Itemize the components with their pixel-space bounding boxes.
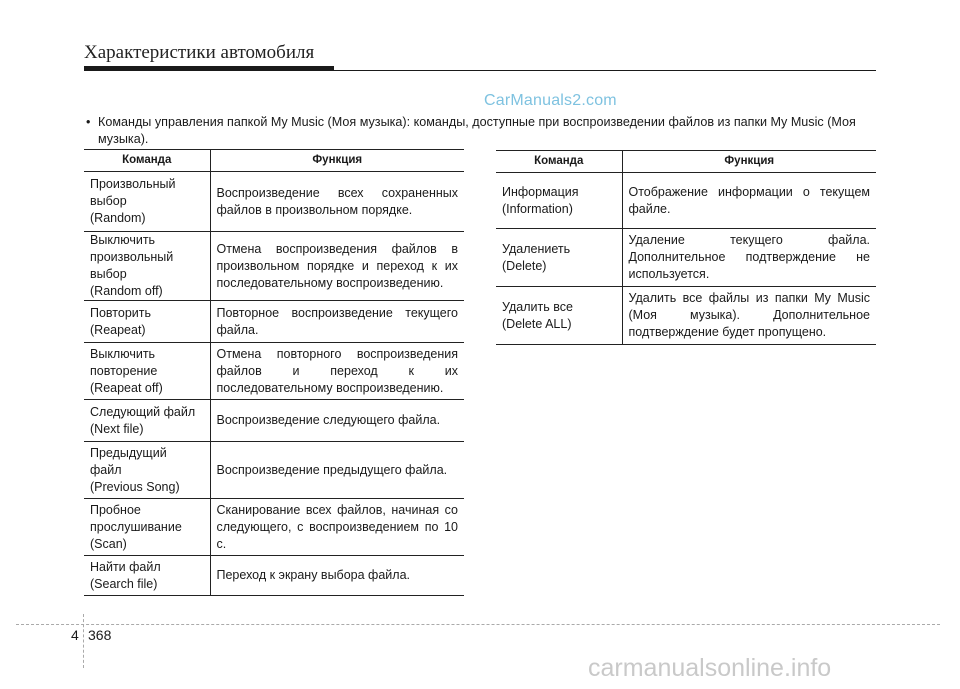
column-header-function: Функция xyxy=(210,150,464,172)
table-row xyxy=(84,499,464,556)
column-header-command: Команда xyxy=(84,150,210,172)
command-cell: Повторить (Reapeat) xyxy=(90,305,152,337)
column-header-function: Функция xyxy=(622,151,876,173)
table-row xyxy=(84,400,464,442)
function-cell: Отображение информации о текущем файле. xyxy=(622,173,876,229)
command-cell: Выключить повторение (Reapeat off) xyxy=(90,346,163,395)
bullet-marker: • xyxy=(86,115,91,129)
header-rule-thin xyxy=(334,70,876,71)
table-row xyxy=(84,301,464,343)
table-row xyxy=(84,556,464,596)
command-cell: Произвольный выбор (Random) xyxy=(90,177,176,225)
table-row xyxy=(84,442,464,499)
command-cell: Выключить произвольный выбор (Random off) xyxy=(90,233,174,298)
bullet-text: Команды управления папкой My Music (Моя музыка): команды, доступные при воспроизведении файлов из папки My Music (Моя музыка). xyxy=(98,115,856,146)
header-rule-thick xyxy=(84,66,334,71)
footer-dashed-rule xyxy=(16,624,940,625)
function-cell: Воспроизведение всех сохраненных файлов в произвольном порядке. xyxy=(210,172,464,232)
command-cell: Пробное прослушивание (Scan) xyxy=(90,502,182,551)
table-row xyxy=(496,287,876,345)
table-header-row xyxy=(84,150,464,172)
table-header-row xyxy=(496,151,876,173)
commands-table-left xyxy=(84,149,464,596)
commands-table-right xyxy=(496,150,876,345)
command-cell: Найти файл (Search file) xyxy=(90,559,161,591)
page-header-title: Характеристики автомобиля xyxy=(84,42,315,63)
command-cell: Предыдущий файл (Previous Song) xyxy=(90,445,180,494)
command-cell: Следующий файл (Next file) xyxy=(90,404,196,436)
footer-vertical-dash xyxy=(83,614,84,668)
command-cell: Информация (Information) xyxy=(502,184,579,216)
table-row xyxy=(84,232,464,301)
page-number: 368 xyxy=(88,627,112,643)
function-cell: Отмена повторного воспроизведения файлов и переход к их последовательному воспроизведению. xyxy=(210,343,464,400)
command-cell: Удалениеть (Delete) xyxy=(502,241,571,273)
command-cell: Удалить все (Delete ALL) xyxy=(502,299,573,331)
function-cell: Повторное воспроизведение текущего файла. xyxy=(210,301,464,343)
table-row xyxy=(84,172,464,232)
table-row xyxy=(496,229,876,287)
chapter-number: 4 xyxy=(71,627,79,643)
table-row xyxy=(496,173,876,229)
function-cell: Переход к экрану выбора файла. xyxy=(210,556,464,596)
function-cell: Удалить все файлы из папки My Music (Моя музыка). Дополнительное подтверждение будет пропущено. xyxy=(622,287,876,345)
function-cell: Воспроизведение следующего файла. xyxy=(210,400,464,442)
column-header-command: Команда xyxy=(496,151,622,173)
function-cell: Сканирование всех файлов, начиная со следующего, с воспроизведением по 10 с. xyxy=(210,499,464,556)
function-cell: Удаление текущего файла. Дополнительное подтверждение не используется. xyxy=(622,229,876,287)
table-row xyxy=(84,343,464,400)
function-cell: Отмена воспроизведения файлов в произвольном порядке и переход к их последовательному воспроизведению. xyxy=(210,232,464,301)
watermark-bottom: carmanualsonline.info xyxy=(588,654,832,682)
watermark-top: CarManuals2.com xyxy=(484,92,617,109)
function-cell: Воспроизведение предыдущего файла. xyxy=(210,442,464,499)
intro-bullet xyxy=(86,114,876,148)
